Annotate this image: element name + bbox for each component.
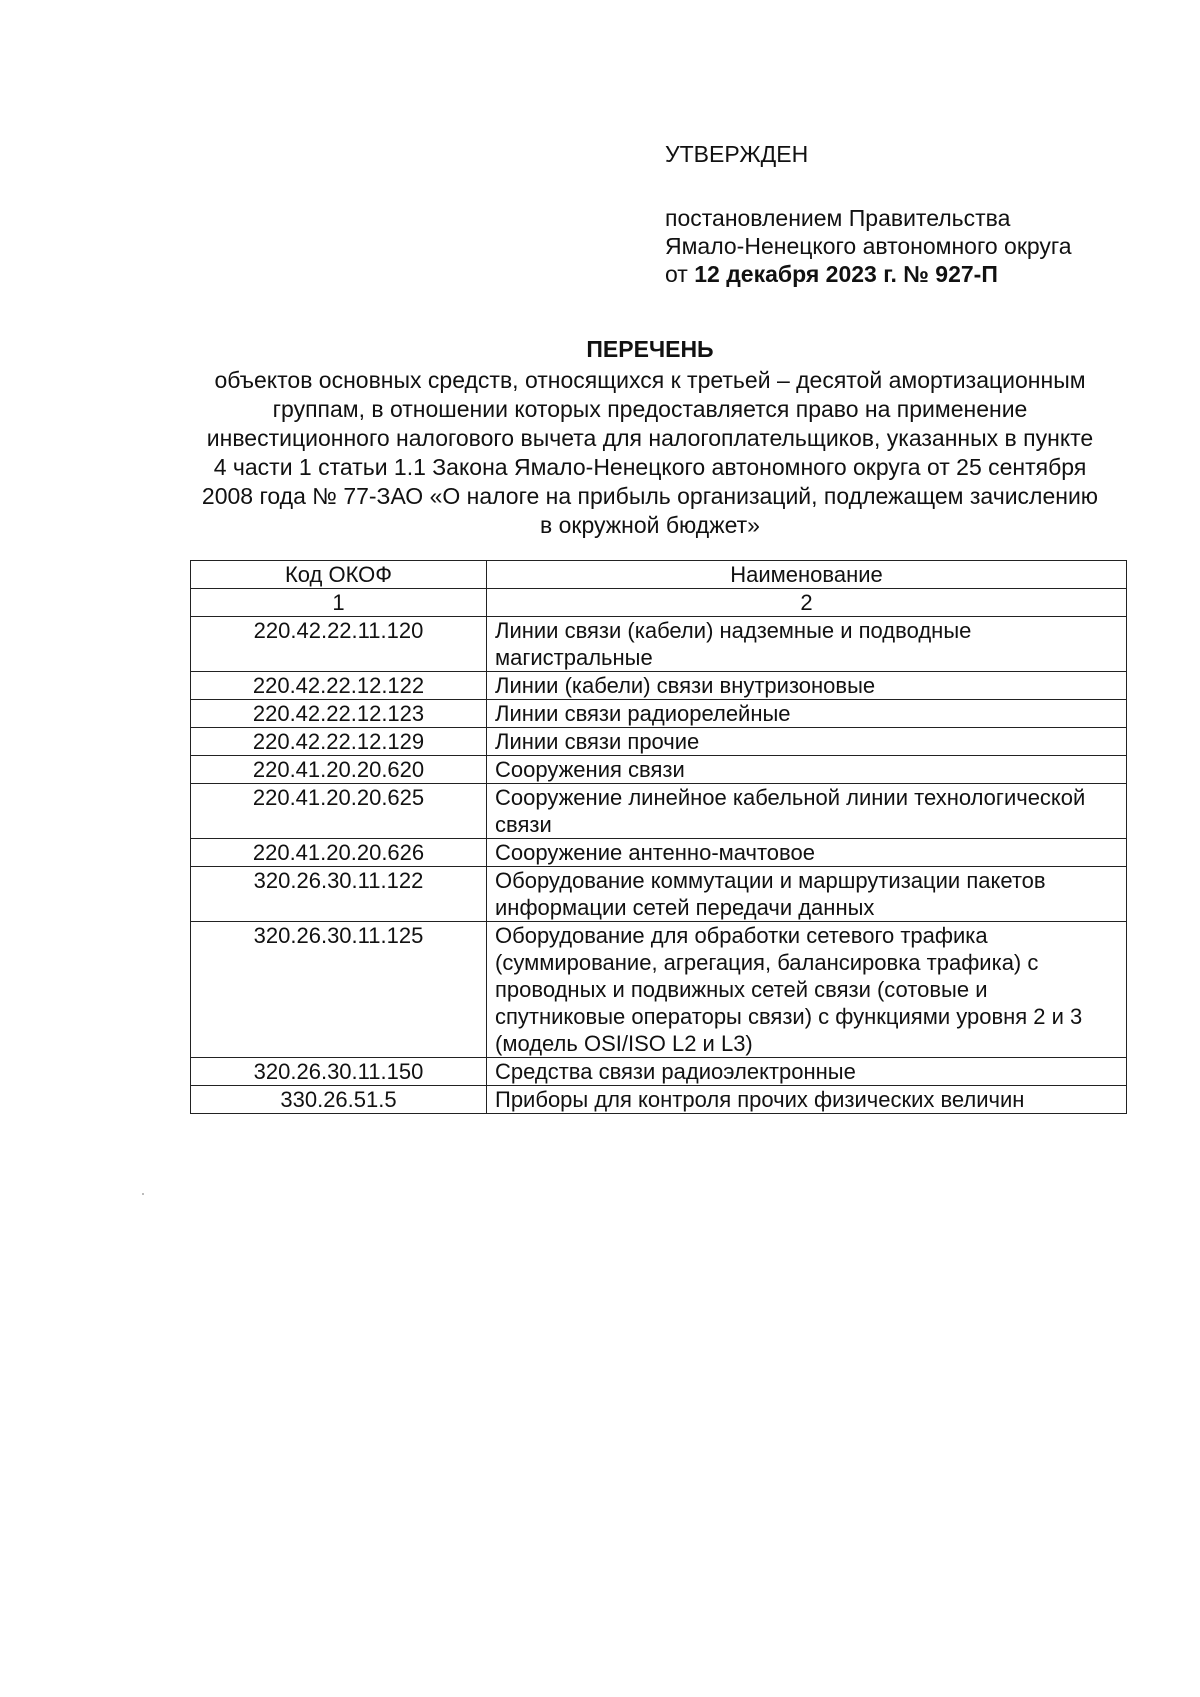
row-code: 330.26.51.5 <box>191 1086 487 1114</box>
row-code: 220.42.22.12.123 <box>191 700 487 728</box>
table-row <box>191 1086 1127 1114</box>
table-row <box>191 672 1127 700</box>
row-code: 220.42.22.11.120 <box>191 617 487 672</box>
row-name: Оборудование для обработки сетевого трафика (суммирование, агрегация, балансировка трафика) с проводных и подвижных сетей связи (сотовые и спутниковые операторы связи) с функциями уровня 2 и 3 (модель OSI/ISO L2 и L3) <box>487 922 1127 1058</box>
table-number-row <box>191 589 1127 617</box>
header-name: Наименование <box>487 561 1127 589</box>
table-row <box>191 756 1127 784</box>
row-name: Линии связи (кабели) надземные и подводные магистральные <box>487 617 1127 672</box>
row-code: 220.41.20.20.625 <box>191 784 487 839</box>
scan-artifact <box>142 1193 144 1195</box>
page-title: ПЕРЕЧЕНЬ <box>586 336 714 362</box>
row-code: 220.42.22.12.129 <box>191 728 487 756</box>
table-row <box>191 1058 1127 1086</box>
row-name: Сооружения связи <box>487 756 1127 784</box>
row-name: Средства связи радиоэлектронные <box>487 1058 1127 1086</box>
table-row <box>191 839 1127 867</box>
column-number-1: 1 <box>191 589 487 617</box>
approval-block <box>665 140 1165 288</box>
row-name: Линии связи прочие <box>487 728 1127 756</box>
table-row <box>191 784 1127 839</box>
header-code: Код ОКОФ <box>191 561 487 589</box>
row-name: Приборы для контроля прочих физических величин <box>487 1086 1127 1114</box>
title-block <box>170 335 1130 540</box>
row-code: 320.26.30.11.150 <box>191 1058 487 1086</box>
column-number-2: 2 <box>487 589 1127 617</box>
row-code: 220.41.20.20.620 <box>191 756 487 784</box>
approval-date-prefix: от <box>665 261 695 287</box>
row-name: Линии связи радиорелейные <box>487 700 1127 728</box>
okof-table <box>190 560 1127 1114</box>
table-row <box>191 700 1127 728</box>
approval-line-1: постановлением Правительства <box>665 205 1011 231</box>
row-name: Линии (кабели) связи внутризоновые <box>487 672 1127 700</box>
row-code: 220.42.22.12.122 <box>191 672 487 700</box>
page-subtitle: объектов основных средств, относящихся к третьей – десятой амортизационным группам, в отношении которых предоставляется право на применение инвестиционного налогового вычета для налогоплательщиков, указанных в пункте 4 части 1 статьи 1.1 Закона Ямало-Ненецкого автономного округа от 25 сентября 2008 года № 77-ЗАО «О налоге на прибыль организаций, подлежащем зачислению в окружной бюджет» <box>201 367 1099 538</box>
table-header-row <box>191 561 1127 589</box>
row-code: 320.26.30.11.125 <box>191 922 487 1058</box>
approval-date-line <box>665 260 1165 288</box>
row-code: 220.41.20.20.626 <box>191 839 487 867</box>
approval-date-value: 12 декабря 2023 г. № 927-П <box>694 261 998 287</box>
row-name: Оборудование коммутации и маршрутизации пакетов информации сетей передачи данных <box>487 867 1127 922</box>
row-name: Сооружение линейное кабельной линии технологической связи <box>487 784 1127 839</box>
table-row <box>191 728 1127 756</box>
row-code: 320.26.30.11.122 <box>191 867 487 922</box>
table-row <box>191 867 1127 922</box>
table-row <box>191 617 1127 672</box>
approval-stamp: УТВЕРЖДЕН <box>665 141 809 167</box>
approval-line-2: Ямало-Ненецкого автономного округа <box>665 233 1072 259</box>
row-name: Сооружение антенно-мачтовое <box>487 839 1127 867</box>
table-row <box>191 922 1127 1058</box>
